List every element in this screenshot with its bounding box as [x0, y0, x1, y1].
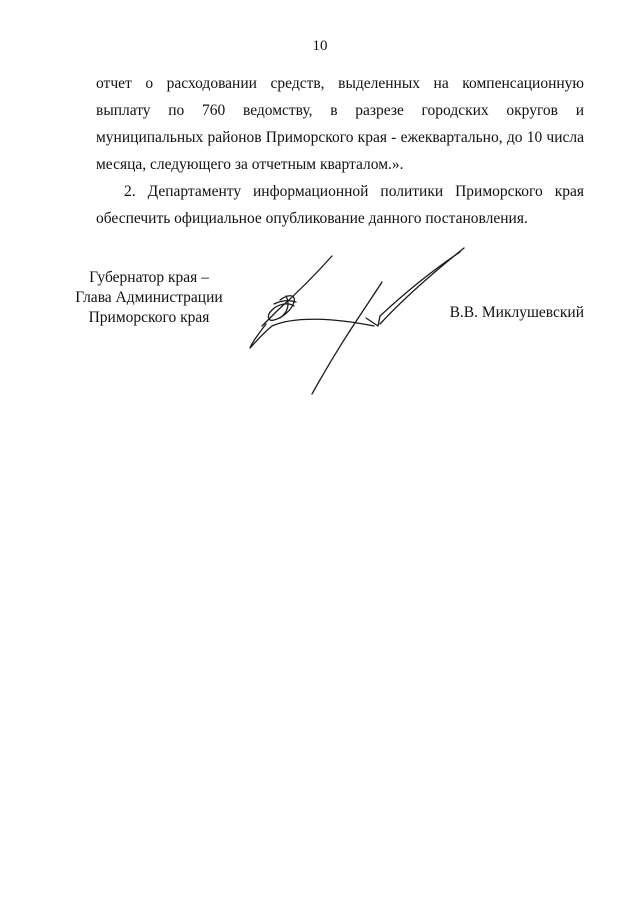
signatory-name: В.В. Миклушевский: [449, 304, 584, 321]
signatory-title-line: Губернатор края –: [89, 269, 209, 286]
paragraph-continuation: отчет о расходовании средств, выделенных на компенсационную выплату по 760 ведомству, в разрезе городских округов и муниципальных районов Приморского края - ежеквартально, до 10 числа месяца, следующего за отчетным кварталом.».: [96, 75, 584, 173]
signatory-title: [74, 268, 224, 328]
page-number: 10: [312, 38, 328, 54]
signatory-title-line: Глава Администрации: [75, 289, 223, 306]
handwritten-signature: [244, 238, 474, 403]
signature-block: [0, 268, 640, 408]
document-body: [96, 70, 584, 232]
paragraph-publication-order: 2. Департаменту информационной политики Приморского края обеспечить официальное опубликование данного постановления.: [96, 183, 584, 227]
signatory-title-line: Приморского края: [88, 309, 210, 326]
